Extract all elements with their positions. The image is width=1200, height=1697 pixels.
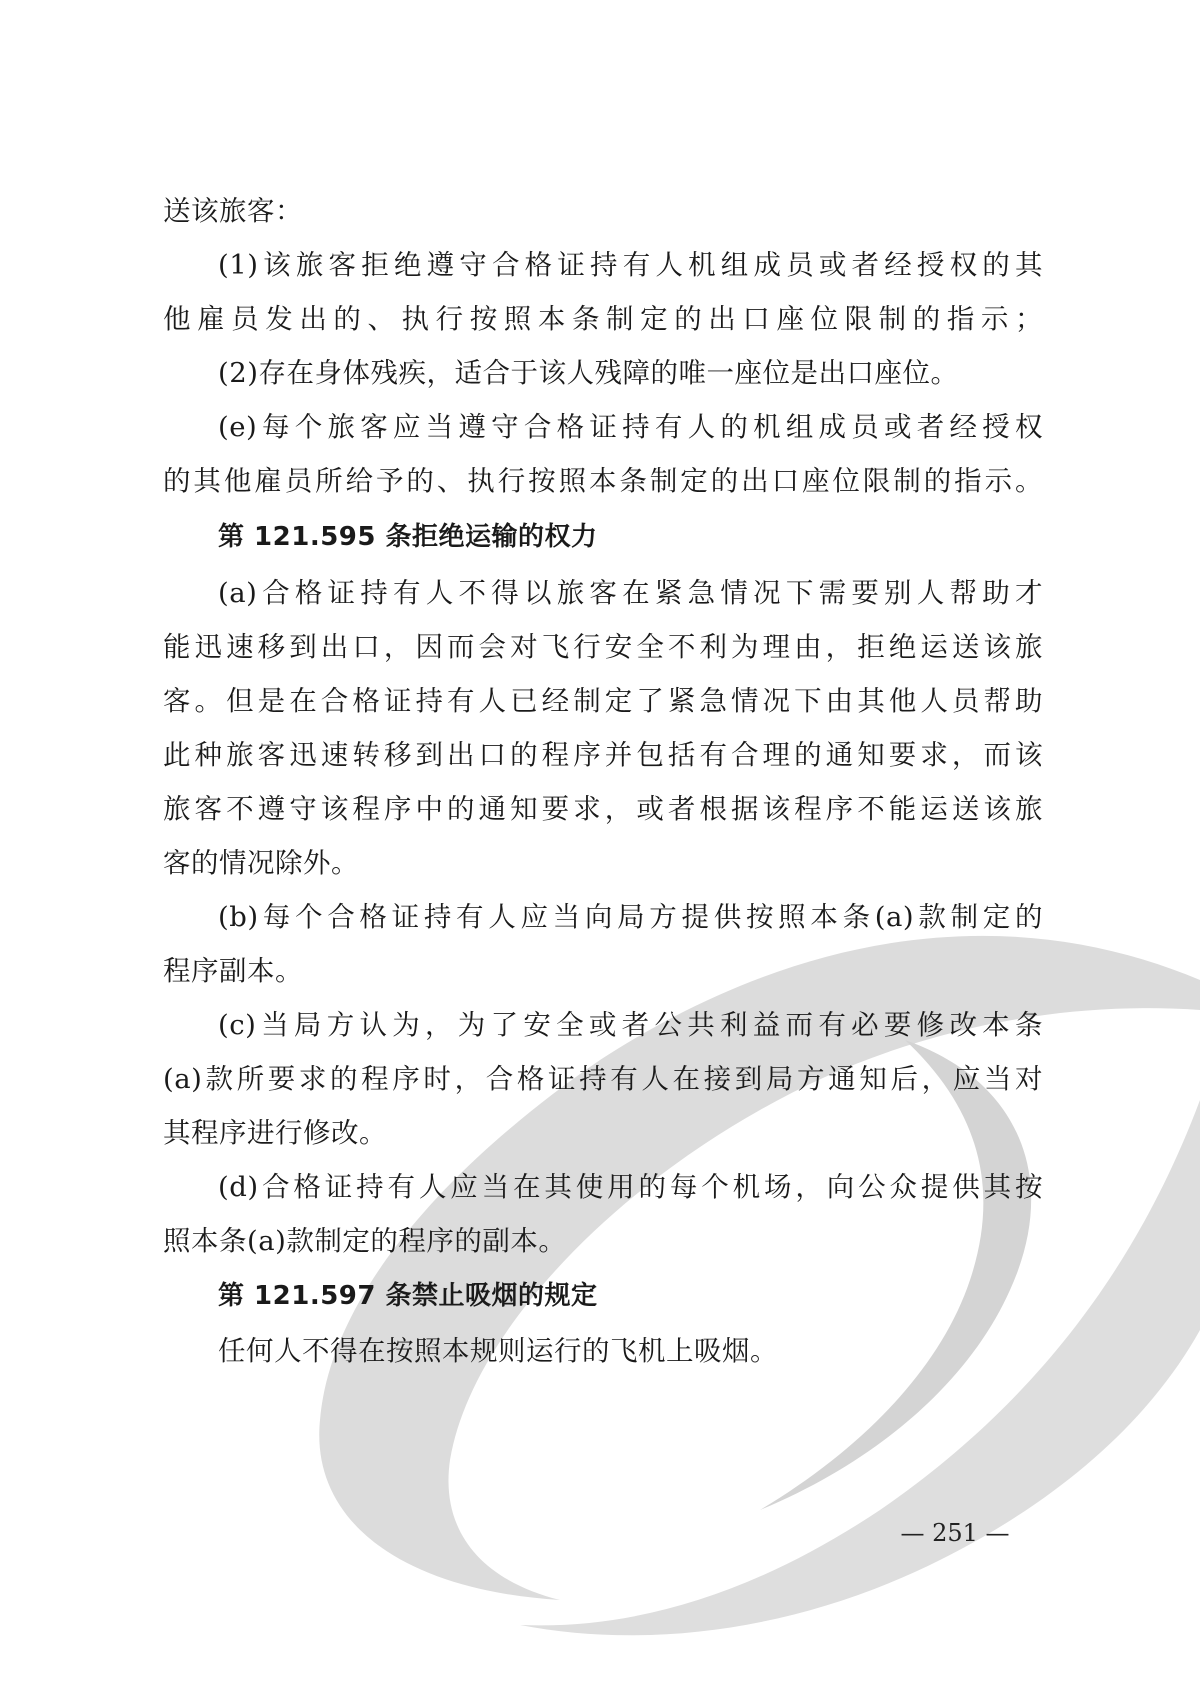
text-line: 的其他雇员所给予的、执行按照本条制定的出口座位限制的指示。 <box>163 465 1043 497</box>
text-line: (2)存在身体残疾，适合于该人残障的唯一座位是出口座位。 <box>218 357 959 389</box>
text-line: 程序副本。 <box>163 955 303 987</box>
text-line: (1)该旅客拒绝遵守合格证持有人机组成员或者经授权的其 <box>218 249 1043 281</box>
text-line: 此种旅客迅速转移到出口的程序并包括有合理的通知要求，而该 <box>163 739 1043 771</box>
page-number: — 251 — <box>900 1519 1010 1547</box>
text-line: (b)每个合格证持有人应当向局方提供按照本条(a)款制定的 <box>218 901 1043 933</box>
text-line: 能迅速移到出口，因而会对飞行安全不利为理由，拒绝运送该旅 <box>163 631 1043 663</box>
text-line: 他雇员发出的、执行按照本条制定的出口座位限制的指示； <box>163 303 1043 335</box>
text-line: (a)款所要求的程序时，合格证持有人在接到局方通知后，应当对 <box>163 1063 1043 1095</box>
text-line: 其程序进行修改。 <box>163 1117 387 1149</box>
text-line: 照本条(a)款制定的程序的副本。 <box>163 1225 567 1257</box>
text-line: (c)当局方认为，为了安全或者公共利益而有必要修改本条 <box>218 1009 1043 1041</box>
text-line: 送该旅客： <box>163 195 303 227</box>
text-line: 客。但是在合格证持有人已经制定了紧急情况下由其他人员帮助 <box>163 685 1043 717</box>
section-heading: 第 121.597 条禁止吸烟的规定 <box>218 1281 598 1311</box>
text-line: (a)合格证持有人不得以旅客在紧急情况下需要别人帮助才 <box>218 577 1043 609</box>
text-line: 旅客不遵守该程序中的通知要求，或者根据该程序不能运送该旅 <box>163 793 1043 825</box>
text-line: (e)每个旅客应当遵守合格证持有人的机组成员或者经授权 <box>218 411 1043 443</box>
text-line: 客的情况除外。 <box>163 847 359 879</box>
section-heading: 第 121.595 条拒绝运输的权力 <box>218 522 598 552</box>
text-line: (d)合格证持有人应当在其使用的每个机场，向公众提供其按 <box>218 1171 1043 1203</box>
text-line: 任何人不得在按照本规则运行的飞机上吸烟。 <box>218 1335 778 1367</box>
